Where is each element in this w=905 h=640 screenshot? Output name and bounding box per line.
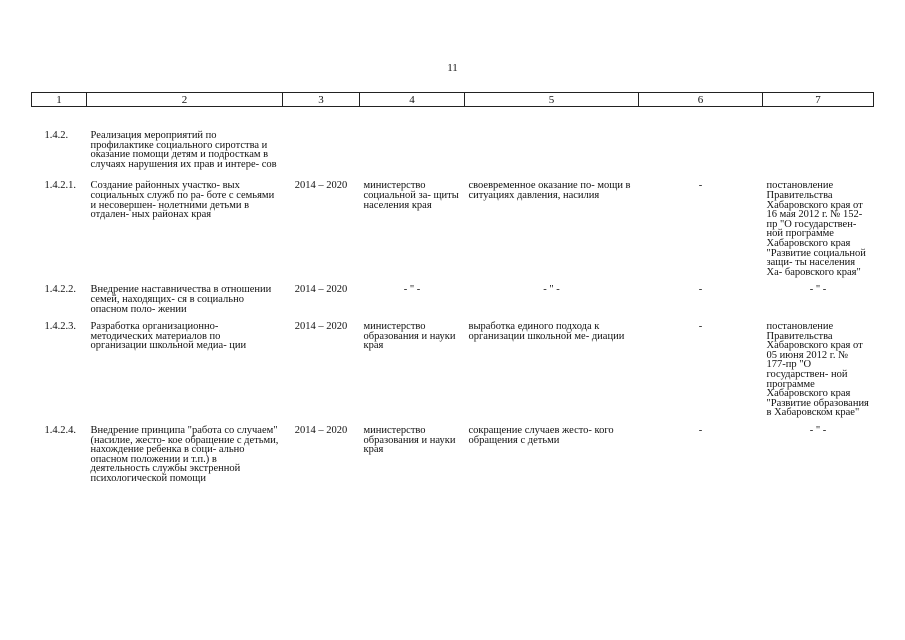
executor-cell: министерство образования и науки края (363, 425, 456, 456)
period-cell: 2014 – 2020 (294, 284, 348, 296)
measure-text: Внедрение наставничества в отношении семей, находящих- ся в социально опасном поло- жении (90, 284, 272, 315)
result-cell (465, 107, 639, 170)
table-row (32, 314, 874, 418)
period-cell: 2014 – 2020 (294, 321, 348, 333)
executor-cell: министерство образования и науки края (363, 321, 456, 352)
period-cell: 2014 – 2020 (294, 180, 348, 192)
funding-cell (639, 107, 763, 170)
table-row (32, 277, 874, 314)
executor-cell: - " - (403, 284, 421, 296)
measure-text: Разработка организационно- методических материалов по организации школьной медиа- ции (90, 321, 247, 352)
funding-cell: - (698, 425, 703, 437)
basis-cell: постановление Правительства Хабаровского края от 05 июня 2012 г. № 177-пр "О государствен- ной программе Хабаровского края "Развитие образования в Хабаровском крае" (766, 321, 869, 419)
measure-text: Внедрение принципа "работа со случаем" (насилие, жесто- кое обращение с детьми, нахождение ребенка в соци- ально опасном положении и т.п.) в деятельность службы экстренной психологической помощи (90, 425, 279, 484)
table-header-row (32, 93, 874, 107)
result-cell: своевременное оказание по- мощи в ситуациях давления, насилия (468, 180, 631, 201)
result-cell: выработка единого подхода к организации школьной ме- диации (468, 321, 625, 342)
column-header: 3 (283, 93, 360, 107)
table-row (32, 169, 874, 277)
column-header: 6 (639, 93, 763, 107)
column-header: 2 (87, 93, 283, 107)
executor-cell (360, 107, 465, 170)
result-cell: сокращение случаев жесто- кого обращения с детьми (468, 425, 614, 446)
table-row (32, 107, 874, 170)
basis-cell: - " - (809, 425, 827, 437)
table-row (32, 418, 874, 484)
column-header: 5 (465, 93, 639, 107)
funding-cell: - (698, 284, 703, 296)
basis-cell (763, 107, 874, 170)
row-number: 1.4.2.2. (44, 284, 76, 296)
column-header: 7 (763, 93, 874, 107)
funding-cell: - (698, 180, 703, 192)
row-number: 1.4.2.4. (44, 425, 76, 437)
column-header: 1 (32, 93, 87, 107)
period-cell (283, 107, 360, 170)
basis-cell: постановление Правительства Хабаровского края от 16 мая 2012 г. № 152-пр "О государствен- ной программе Хабаровского края "Развитие социальной защи- ты населения Ха- баровского края" (766, 180, 866, 278)
measures-table (31, 92, 874, 484)
period-cell: 2014 – 2020 (294, 425, 348, 437)
funding-cell: - (698, 321, 703, 333)
column-header: 4 (360, 93, 465, 107)
measure-text: Создание районных участко- вых социальных служб по ра- боте с семьями и несовершен- нолетними детьми в отдален- ных районах края (90, 180, 275, 221)
executor-cell: министерство социальной за- щиты населения края (363, 180, 459, 211)
page-number: 11 (447, 62, 458, 74)
row-number: 1.4.2. (44, 130, 69, 141)
basis-cell: - " - (809, 284, 827, 296)
result-cell: - " - (543, 284, 560, 296)
measure-text: Реализация мероприятий по профилактике социального сиротства и оказание помощи детям и подросткам в случаях нарушения их прав и интере- сов (90, 130, 277, 170)
row-number: 1.4.2.1. (44, 180, 76, 192)
row-number: 1.4.2.3. (44, 321, 76, 333)
